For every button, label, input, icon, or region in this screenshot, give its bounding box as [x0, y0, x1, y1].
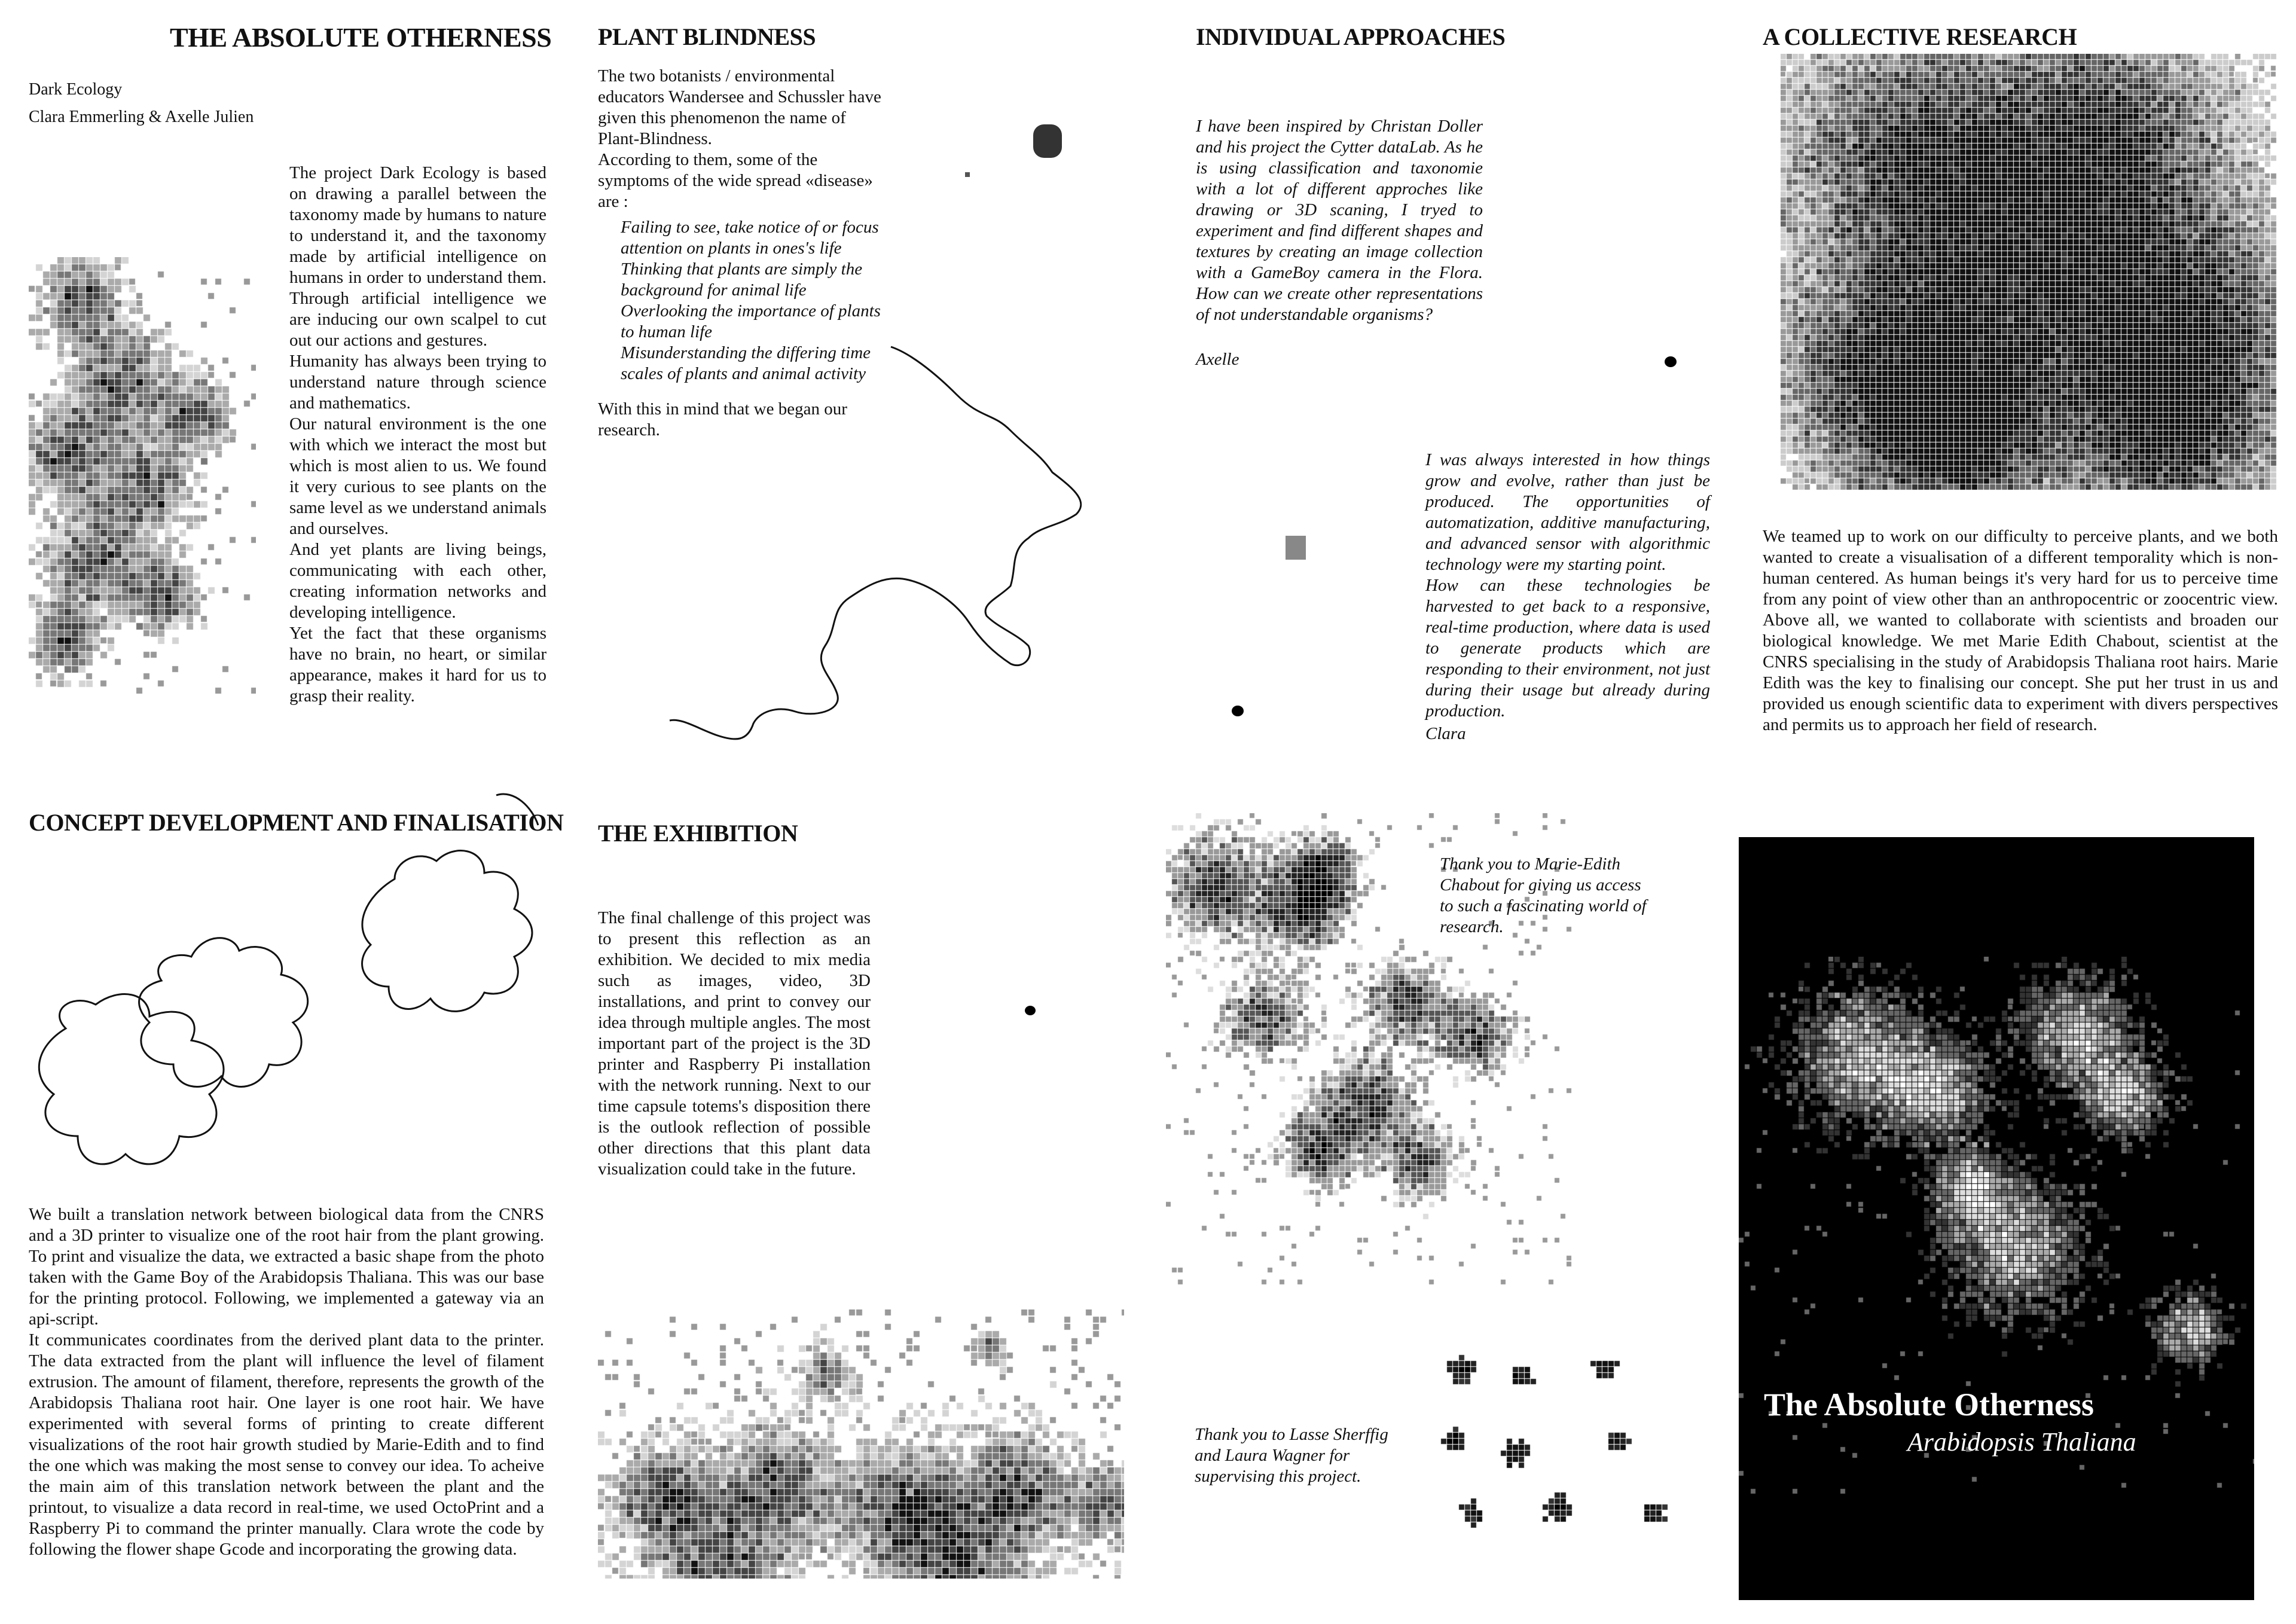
paragraph: Our natural environment is the one with which we interact the most but which is most alien to us. We found it very curious to see plants on the same level as we understand animals and ourselves.: [289, 414, 546, 538]
clara-signature: Clara: [1425, 724, 1466, 743]
cover-subtitle: Arabidopsis Thaliana: [1907, 1427, 2136, 1457]
symptom-item: Thinking that plants are simply the background for animal life: [621, 260, 863, 300]
paragraph: Yet the fact that these organisms have no brain, no heart, or similar appearance, makes it hard for us to grasp their reality.: [289, 624, 546, 706]
pixel-roots-image: [1423, 1331, 1674, 1558]
panel-title-exhibition: THE EXHIBITION: [598, 820, 798, 847]
paragraph: It communicates coordinates from the derived plant data to the printer. The data extracted from the plant will influence the level of filament extrusion. The amount of filament, therefore, represents the growth of the Arabidopsis Thaliana root hair. One layer is one root hair. We have experimented with several forms of printing to create different visualizations of the root hair growth studied by Marie-Edith and to find the one which was making the most sense to convey our idea. To acheive the main aim of this translation network between the plant and the printout, to visualize a data record in real-time, we used OctoPrint and a Raspberry Pi to command the printer manually. Clara wrote the code by following the flower shape Gcode and incorporating the growing data.: [29, 1330, 544, 1559]
cover-panel: [1739, 837, 2254, 1600]
authors: Clara Emmerling & Axelle Julien: [29, 108, 254, 126]
thanks-supervisors: Thank you to Lasse Sherffig and Laura Wagner for supervising this project.: [1195, 1425, 1388, 1486]
paragraph: I was always interested in how things grow and evolve, rather than just be produced. The opportunities of automatization, additive manufacturing, and advanced sensor with algorithmic technology were my starting point.: [1425, 450, 1710, 574]
symptom-item: Misunderstanding the differing time scales of plants and animal activity: [621, 343, 871, 383]
panel-title-concept-development: CONCEPT DEVELOPMENT AND FINALISATION: [29, 809, 564, 836]
paragraph: We built a translation network between biological data from the CNRS and a 3D printer to visualize one of the root hair from the plant growing. To print and visualize the data, we extracted a basic shape from the photo taken with the Game Boy of the Arabidopsis Thaliana. This was our base for the printing protocol. Following, we implemented a gateway via an api-script.: [29, 1205, 544, 1329]
paragraph: With this in mind that we began our research.: [598, 399, 847, 439]
cover-title: The Absolute Otherness: [1764, 1387, 2095, 1422]
paragraph: The two botanists / environmental educators Wandersee and Schussler have given this phenomenon the name of Plant-Blindness.: [598, 66, 881, 148]
panel-title-absolute-otherness: THE ABSOLUTE OTHERNESS: [170, 22, 552, 53]
symptom-item: Overlooking the importance of plants to human life: [621, 301, 881, 341]
symptom-item: Failing to see, take notice of or focus attention on plants in ones's life: [621, 218, 879, 258]
exhibition-text: The final challenge of this project was to present this reflection as an exhibition. We decided to mix media such as images, video, 3D installations, and print to convey our idea through multiple angles. The most important part of the project is the 3D printer and Raspberry Pi installation with the network running. Next to our time capsule totems's disposition there is the outlook reflection of possible other directions that this plant data visualization could take in the future.: [598, 908, 871, 1179]
panel-title-plant-blindness: PLANT BLINDNESS: [598, 23, 816, 50]
axelle-text: I have been inspired by Christan Doller and his project the Cytter dataLab. As he is using classification and taxonomie with a lot of different approches like drawing or 3D scaning, I tryed to experiment and find different shapes and textures by creating an image collection with a GameBoy camera in the Flora. How can we create other representations of not understandable organisms?: [1196, 117, 1483, 324]
concept-text: [29, 1204, 544, 1560]
collective-research-text: We teamed up to work on our difficulty to perceive plants, and we both wanted to create a visualisation of a different temporality which is non-human centered. As human beings it's very hard for us to perceive time from any point of view other than an anthropocentric or zoocentric view. Above all, we wanted to collaborate with scientists and broaden our biological knowledge. We met Marie Edith Chabout, scientist at the CNRS specialising in the study of Arabidopsis Thaliana root hairs. Marie Edith was the key to finalising our concept. She put her trust in us and provided us enough scientific data to experiment with divers perspectives and permits us to approach her field of research.: [1763, 527, 2278, 734]
paragraph: According to them, some of the symptoms of the wide spread «disease» are :: [598, 150, 873, 211]
axelle-signature: Axelle: [1196, 350, 1239, 369]
panel-title-collective-research: A COLLECTIVE RESEARCH: [1763, 23, 2077, 50]
paragraph: Humanity has always been trying to understand nature through science and mathematics.: [289, 352, 546, 413]
dot: [1025, 1006, 1036, 1015]
panel-title-individual-approaches: INDIVIDUAL APPROACHES: [1196, 23, 1506, 50]
paragraph: And yet plants are living beings, communicating with each other, creating information networks and developing intelligence.: [289, 540, 546, 622]
pixel-meadow-image: [598, 1309, 1124, 1579]
thanks-supervisors-chabout: Thank you to Marie-Edith Chabout for giving us access to such a fascinating world of research.: [1440, 854, 1647, 936]
paragraph: The project Dark Ecology is based on drawing a parallel between the taxonomy made by humans to nature to understand it, and the taxonomy made by artificial intelligence on humans in order to understand them. Through artificial intelligence we are inducing our own scalpel to cut out our actions and gestures.: [289, 163, 546, 350]
project-name: Dark Ecology: [29, 80, 123, 99]
paragraph: How can these technologies be harvested to get back to a responsive, real-time production, where data is used to generate products which are responding to their environment, not just during their usage but already during production.: [1425, 576, 1710, 721]
